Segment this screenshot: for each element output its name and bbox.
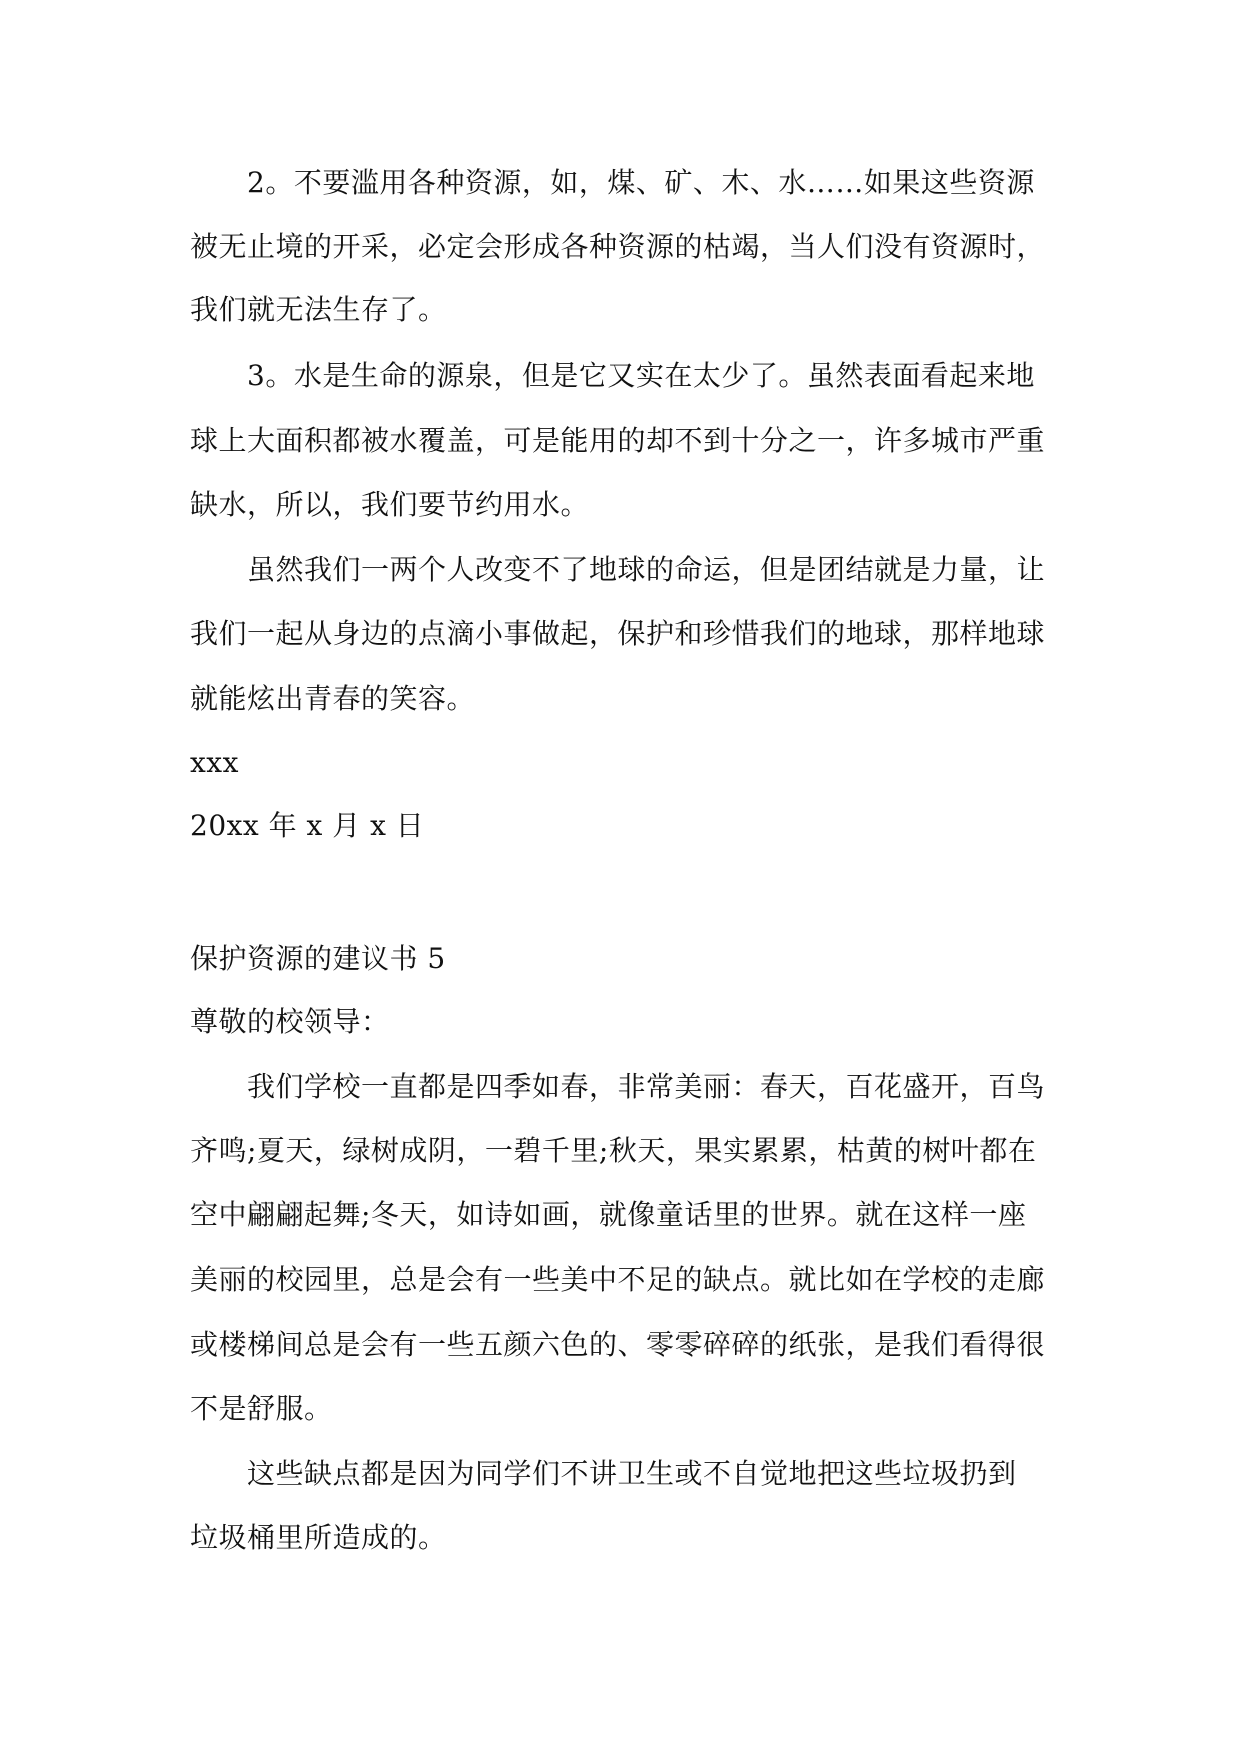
paragraph-line: 虽然我们一两个人改变不了地球的命运，但是团结就是力量，让 xyxy=(247,553,1046,586)
paragraph-line: 缺水，所以，我们要节约用水。 xyxy=(190,488,590,521)
paragraph-line: 空中翩翩起舞;冬天，如诗如画，就像童话里的世界。就在这样一座 xyxy=(190,1198,1027,1231)
paragraph-line: 美丽的校园里，总是会有一些美中不足的缺点。就比如在学校的走廊 xyxy=(190,1263,1046,1296)
paragraph-line: 被无止境的开采，必定会形成各种资源的枯竭，当人们没有资源时， xyxy=(190,230,1046,263)
date: 20xx 年 x 月 x 日 xyxy=(190,809,425,842)
paragraph-line: 齐鸣;夏天，绿树成阴，一碧千里;秋天，果实累累，枯黄的树叶都在 xyxy=(190,1134,1037,1167)
paragraph-line: 3。水是生命的源泉，但是它又实在太少了。虽然表面看起来地 xyxy=(247,359,1035,392)
paragraph-line: 我们学校一直都是四季如春，非常美丽：春天，百花盛开，百鸟 xyxy=(247,1070,1046,1103)
paragraph-line: 2。不要滥用各种资源，如，煤、矿、木、水……如果这些资源 xyxy=(247,166,1035,199)
paragraph-line: 我们就无法生存了。 xyxy=(190,293,447,326)
paragraph-line: 不是舒服。 xyxy=(190,1392,333,1425)
section-title: 保护资源的建议书 5 xyxy=(190,942,446,975)
paragraph-line: 我们一起从身边的点滴小事做起，保护和珍惜我们的地球，那样地球 xyxy=(190,617,1046,650)
paragraph-line: 这些缺点都是因为同学们不讲卫生或不自觉地把这些垃圾扔到 xyxy=(247,1457,1017,1490)
signature: xxx xyxy=(190,746,239,779)
paragraph-line: 垃圾桶里所造成的。 xyxy=(190,1521,447,1554)
paragraph-line: 球上大面积都被水覆盖，可是能用的却不到十分之一，许多城市严重 xyxy=(190,424,1046,457)
paragraph-line: 或楼梯间总是会有一些五颜六色的、零零碎碎的纸张，是我们看得很 xyxy=(190,1328,1046,1361)
salutation: 尊敬的校领导： xyxy=(190,1005,390,1038)
paragraph-line: 就能炫出青春的笑容。 xyxy=(190,682,476,715)
